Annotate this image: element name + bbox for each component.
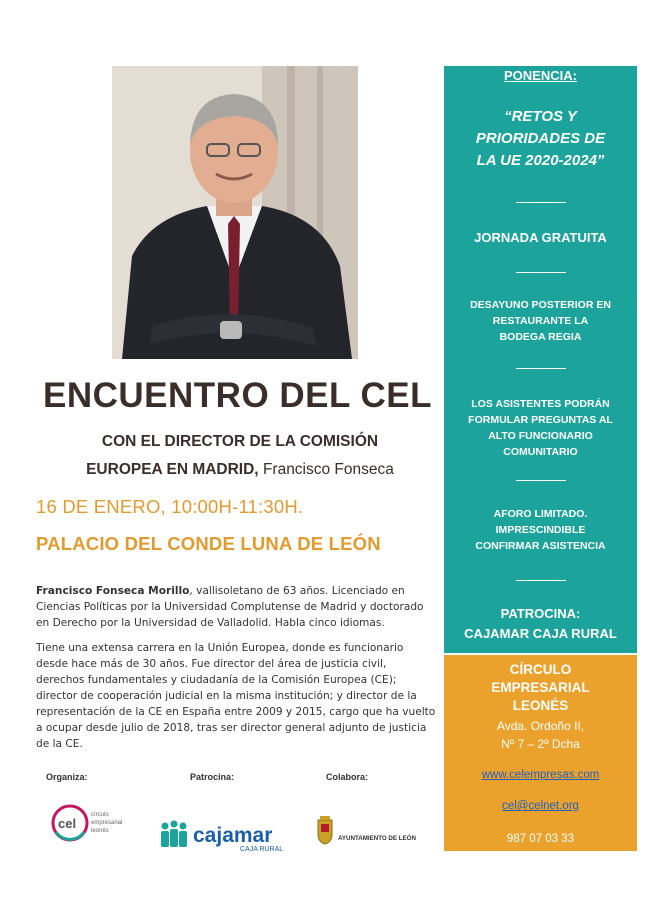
colabora-label: Colabora: bbox=[326, 772, 369, 782]
divider bbox=[516, 480, 566, 481]
asistentes-line: LOS ASISTENTES PODRÁN bbox=[471, 398, 610, 410]
event-subtitle-line1: CON EL DIRECTOR DE LA COMISIÓN bbox=[101, 433, 379, 450]
ayuntamiento-logo bbox=[316, 816, 426, 853]
website-link[interactable]: www.celempresas.com bbox=[481, 769, 600, 781]
desayuno-line: RESTAURANTE LA bbox=[492, 315, 589, 327]
aforo-line: CONFIRMAR ASISTENCIA bbox=[475, 540, 606, 552]
topic-line: LA UE 2020-2024” bbox=[476, 152, 605, 169]
aforo-line: AFORO LIMITADO. bbox=[493, 508, 588, 520]
patrocina-line: CAJAMAR CAJA RURAL bbox=[464, 626, 617, 641]
phone-number: 987 07 03 33 bbox=[506, 833, 575, 845]
address-line: Avda. Ordoño II, bbox=[496, 719, 585, 733]
cel-logo-text: cel bbox=[58, 816, 77, 831]
asistentes-line: FORMULAR PREGUNTAS AL bbox=[468, 414, 613, 426]
desayuno-info bbox=[444, 297, 637, 345]
org-line: CÍRCULO bbox=[509, 662, 572, 677]
ponencia-heading: PONENCIA: bbox=[504, 68, 577, 83]
desayuno-line: BODEGA REGIA bbox=[499, 331, 582, 343]
divider bbox=[516, 368, 566, 369]
organization-name bbox=[444, 661, 637, 715]
subtitle-prefix: EUROPEA EN MADRID, bbox=[86, 461, 259, 478]
divider bbox=[516, 580, 566, 581]
patrocina-label: Patrocina: bbox=[190, 772, 235, 782]
jornada-gratuita: JORNADA GRATUITA bbox=[474, 230, 607, 245]
ayuntamiento-logo-text: AYUNTAMIENTO DE LEÓN bbox=[338, 835, 416, 842]
divider bbox=[516, 272, 566, 273]
patrocina-info bbox=[444, 604, 637, 644]
cel-caption-2: empresarial bbox=[91, 820, 123, 826]
patrocina-line: PATROCINA: bbox=[500, 606, 581, 621]
cel-caption-3: leonés bbox=[91, 828, 109, 834]
event-subtitle-line2 bbox=[30, 461, 450, 479]
bio-paragraph-1 bbox=[36, 583, 436, 631]
cajamar-logo bbox=[158, 818, 298, 859]
aforo-line: IMPRESCINDIBLE bbox=[495, 524, 586, 536]
ponencia-topic bbox=[444, 106, 637, 172]
bio-paragraph-1-text: , vallisoletano de 63 años. Licenciado en Ciencias Políticas por la Universidad Complutense de Madrid y doctorado en Derecho por la Universidad de Valladolid. Habla cinco idiomas. bbox=[36, 585, 424, 629]
contact-box bbox=[444, 655, 637, 851]
cajamar-logo-text: cajamar bbox=[193, 824, 273, 847]
speaker-name: Francisco Fonseca bbox=[262, 461, 394, 478]
org-line: EMPRESARIAL bbox=[491, 680, 590, 695]
asistentes-line: ALTO FUNCIONARIO bbox=[488, 430, 593, 442]
org-line: LEONÉS bbox=[512, 698, 569, 713]
speaker-photo bbox=[112, 66, 358, 359]
organiza-label: Organiza: bbox=[46, 772, 88, 782]
event-venue: PALACIO DEL CONDE LUNA DE LEÓN bbox=[36, 533, 381, 554]
event-title: ENCUENTRO DEL CEL bbox=[43, 376, 432, 415]
asistentes-line: COMUNITARIO bbox=[503, 446, 578, 458]
bio-paragraph-2-text: Tiene una extensa carrera en la Unión Europea, donde es funcionario desde hace más de 30 años. Fue director del área de justicia civil, derechos fundamentales y ciudadanía de la Comisión Europea (CE); director de cooperación judicial en la misma institución; y director de la representación de la CE en España entre 2009 y 2015, cargo que ha vuelto a ocupar desde julio de 2018, tras ser director general adjunto de justicia de la CE. bbox=[36, 642, 436, 750]
cajamar-logo-sub: CAJA RURAL bbox=[240, 846, 284, 853]
topic-line: PRIORIDADES DE bbox=[475, 130, 606, 147]
bio-name: Francisco Fonseca Morillo bbox=[36, 585, 190, 597]
cel-logo bbox=[50, 802, 160, 849]
info-sidebar bbox=[444, 66, 637, 653]
topic-line: “RETOS Y bbox=[504, 108, 577, 125]
email-link[interactable]: cel@celnet.org bbox=[502, 800, 579, 812]
aforo-info bbox=[444, 506, 637, 554]
bio-paragraph-2 bbox=[36, 640, 436, 752]
divider bbox=[516, 202, 566, 203]
address bbox=[444, 717, 637, 753]
address-line: Nº 7 – 2º Dcha bbox=[501, 737, 580, 751]
cel-caption-1: círculo bbox=[91, 812, 109, 818]
asistentes-info bbox=[444, 396, 637, 460]
event-date: 16 DE ENERO, 10:00H-11:30H. bbox=[36, 496, 304, 517]
desayuno-line: DESAYUNO POSTERIOR EN bbox=[470, 299, 611, 311]
